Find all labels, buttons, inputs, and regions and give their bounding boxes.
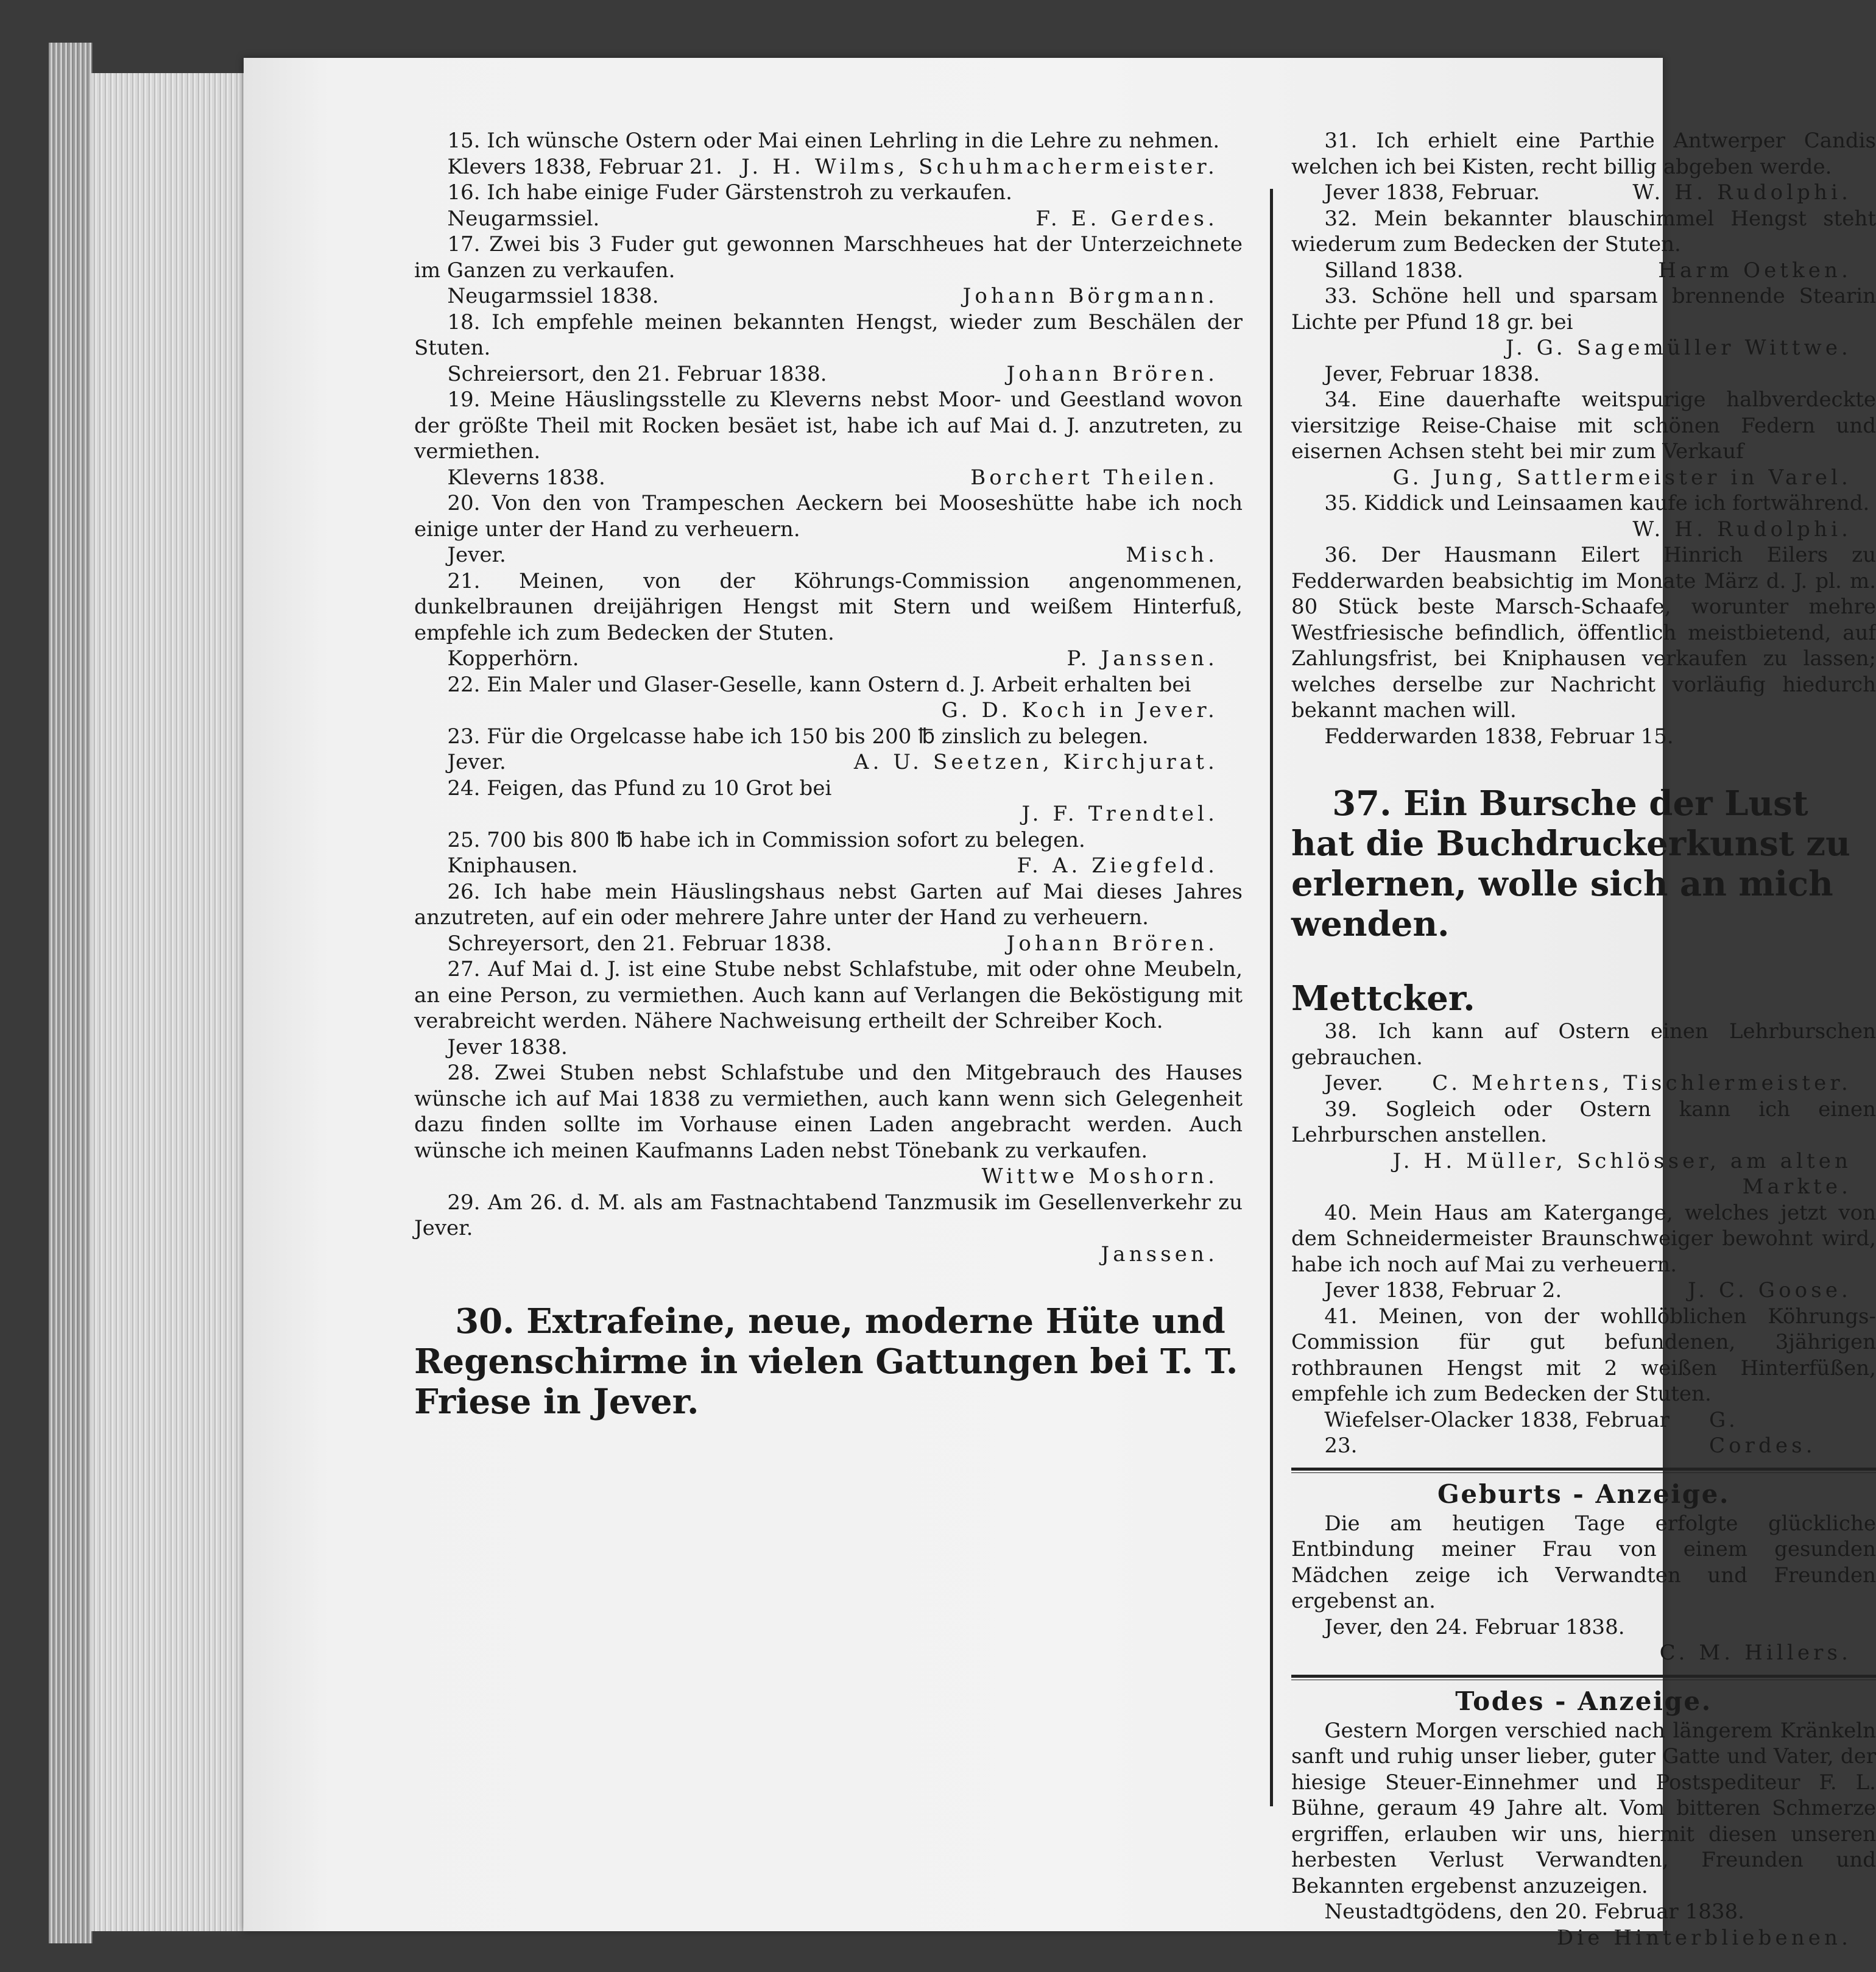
notice-rule [1291, 1468, 1876, 1473]
entry-place-signature [1291, 1407, 1876, 1459]
entry-place-signature [1291, 1070, 1876, 1097]
column-divider [1270, 189, 1273, 1806]
entry-place: Fedderwarden 1838, Februar 15. [1324, 724, 1674, 749]
advertisement-entry [414, 490, 1243, 568]
entry-text: 25. 700 bis 800 ℔ habe ich in Commission sofort zu belegen. [447, 827, 1085, 852]
left-column [414, 128, 1243, 1456]
entry-place: Kleverns 1838. [447, 465, 605, 490]
advertisement-entry [414, 956, 1243, 1060]
entry-place-signature [414, 465, 1243, 491]
entry-text: 17. Zwei bis 3 Fuder gut gewonnen Marschheues hat der Unterzeichnete im Ganzen zu verkaufen. [414, 232, 1243, 283]
entry-text: 33. Schöne hell und sparsam brennende Stearin Lichte per Pfund 18 gr. bei [1291, 284, 1876, 334]
entry-place-signature [414, 749, 1243, 776]
entry-signature: Harm Oetken. [1658, 258, 1852, 283]
entry-text: 40. Mein Haus am Katergange, welches jetzt von dem Schneidermeister Braunschweiger bewohnt wird, habe ich noch auf Mai zu verheuern. [1291, 1200, 1876, 1277]
advertisement-entry [414, 231, 1243, 309]
entry-place: Jever. [447, 750, 506, 774]
advertisement-entry [414, 180, 1243, 231]
entry-text: 41. Meinen, von der wohllöblichen Köhrungs-Commission für gut befundenen, 3jährigen rothbraunen Hengst mit 2 weißen Hinterfüßen, empfehle ich zum Bedecken der Stuten. [1291, 1304, 1876, 1406]
notice-heading: Geburts - Anzeige. [1437, 1479, 1730, 1509]
advertisement-entry [414, 672, 1243, 724]
entry-place: Jever 1838. [447, 1034, 568, 1059]
display-ad-signature: Mettcker. [1291, 978, 1475, 1019]
entry-text: 26. Ich habe mein Häuslingshaus nebst Garten auf Mai dieses Jahres anzutreten, auf ein oder mehrere Jahre unter der Hand zu verheuern. [414, 879, 1243, 930]
entry-place: Kopperhörn. [447, 646, 579, 671]
entry-place-signature [414, 206, 1243, 232]
entry-place: Neugarmssiel 1838. [447, 284, 659, 308]
entry-place-signature [414, 154, 1243, 180]
book-spine [49, 43, 93, 1943]
display-ad-text: 30. Extrafeine, neue, moderne Hüte und Regenschirme in vielen Gattungen bei T. T. Friese in Jever. [414, 1301, 1238, 1422]
entry-place-signature [414, 853, 1243, 879]
entry-place-signature [414, 283, 1243, 309]
entry-signature: W. H. Rudolphi. [1632, 517, 1852, 542]
notice-signature: C. M. Hillers. [1659, 1641, 1852, 1665]
entry-place: Jever, Februar 1838. [1324, 361, 1540, 386]
entry-text: 29. Am 26. d. M. als am Fastnachtabend Tanzmusik im Gesellenverkehr zu Jever. [414, 1190, 1243, 1240]
advertisement-entry [414, 128, 1243, 180]
entry-place: Kniphausen. [447, 853, 578, 878]
advertisement-entry [414, 879, 1243, 957]
advertisement-entry [414, 387, 1243, 490]
advertisement-entry [1291, 361, 1876, 387]
entry-text: 32. Mein bekannter blauschimmel Hengst steht wiederum zum Bedecken der Stuten. [1291, 206, 1876, 256]
advertisement-entry [414, 568, 1243, 672]
entry-text: 22. Ein Maler und Glaser-Geselle, kann Ostern d. J. Arbeit erhalten bei [447, 672, 1191, 697]
family-notice [1291, 1675, 1876, 1951]
advertisement-entry [414, 1190, 1243, 1268]
entry-place: Neugarmssiel. [447, 206, 600, 231]
notice-place: Neustadtgödens, den 20. Februar 1838. [1324, 1900, 1744, 1924]
entry-text: 20. Von den von Trampeschen Aeckern bei Mooseshütte habe ich noch einige unter der Hand zu verheuern. [414, 491, 1243, 542]
entry-signature: Wittwe Moshorn. [981, 1164, 1218, 1189]
display-ad [1291, 783, 1876, 1019]
advertisement-entry [414, 724, 1243, 776]
display-ad [414, 1301, 1243, 1422]
entry-text: 34. Eine dauerhafte weitspurige halbverdeckte viersitzige Reise-Chaise mit schönen Federn und eisernen Achsen steht bei mir zum Verkauf [1291, 387, 1876, 464]
entry-text: 24. Feigen, das Pfund zu 10 Grot bei [447, 776, 832, 800]
advertisement-entry [1291, 206, 1876, 284]
entry-place-signature [414, 361, 1243, 387]
notice-place: Jever, den 24. Februar 1838. [1324, 1614, 1625, 1639]
entry-signature: A. U. Seetzen, Kirchjurat. [853, 750, 1218, 774]
advertisement-entry [1291, 283, 1876, 361]
advertisement-entry [1291, 387, 1876, 490]
notice-signature: Die Hinterbliebenen. [1556, 1925, 1852, 1950]
newspaper-page [244, 58, 1876, 1950]
entry-signature: J. F. Trendtel. [1021, 802, 1218, 826]
entry-place: Schreiersort, den 21. Februar 1838. [447, 361, 827, 386]
entry-text: 36. Der Hausmann Eilert Hinrich Eilers zu Fedderwarden beabsichtig im Monate März d. J. pl. m. 80 Stück beste Marsch-Schaafe, worunter mehre Westfriesische befindlich, öffentlich meistbietend, auf Zahlungsfrist, bei Kniphausen verkaufen zu lassen; welches derselbe zur Nachricht vorläufig hiedurch bekannt machen will. [1291, 543, 1876, 723]
entry-text: 21. Meinen, von der Köhrungs-Commission angenommenen, dunkelbraunen dreijährigen Hengst mit Stern und weißem Hinterfuß, empfehle ich zum Bedecken der Stuten. [414, 568, 1243, 645]
advertisement-entry [414, 309, 1243, 387]
entry-signature: Johann Brören. [1006, 361, 1218, 386]
entry-signature: C. Mehrtens, Tischlermeister. [1432, 1071, 1852, 1095]
entry-text: 27. Auf Mai d. J. ist eine Stube nebst Schlafstube, mit oder ohne Meubeln, an eine Person, zu vermiethen. Auch kann auf Verlangen die Beköstigung mit verabreicht werden. Nähere Nachweisung ertheilt der Schreiber Koch. [414, 957, 1243, 1033]
entry-signature: F. A. Ziegfeld. [1017, 853, 1218, 878]
entry-text: 23. Für die Orgelcasse habe ich 150 bis 200 ℔ zinslich zu belegen. [447, 724, 1149, 749]
entry-text: 18. Ich empfehle meinen bekannten Hengst, wieder zum Beschälen der Stuten. [414, 309, 1243, 360]
advertisement-entry [1291, 1304, 1876, 1459]
entry-signature: J. H. Wilms, Schuhmachermeister. [741, 154, 1218, 179]
advertisement-entry [1291, 542, 1876, 749]
entry-place: Silland 1838. [1324, 258, 1464, 283]
entry-place: Schreyersort, den 21. Februar 1838. [447, 931, 832, 956]
entry-signature: Misch. [1126, 543, 1218, 567]
notice-heading: Todes - Anzeige. [1455, 1686, 1712, 1716]
notice-text: Die am heutigen Tage erfolgte glückliche Entbindung meiner Frau von einem gesunden Mädchen zeige ich Verwandten und Freunden ergebenst an. [1291, 1511, 1876, 1613]
family-notice [1291, 1468, 1876, 1666]
advertisement-entry [414, 1060, 1243, 1190]
entry-place: Jever. [1324, 1071, 1383, 1095]
advertisement-entry [1291, 490, 1876, 542]
entry-signature: W. H. Rudolphi. [1632, 180, 1852, 205]
advertisement-entry [1291, 1019, 1876, 1097]
entry-text: 35. Kiddick und Leinsaamen kaufe ich fortwährend. [1324, 491, 1870, 515]
entry-signature: Johann Brören. [1006, 931, 1218, 956]
entry-signature: F. E. Gerdes. [1035, 206, 1218, 231]
entry-place: Klevers 1838, Februar 21. [447, 154, 722, 179]
entry-signature: P. Janssen. [1067, 646, 1218, 671]
advertisement-entry [414, 776, 1243, 827]
entry-text: 31. Ich erhielt eine Parthie Antwerper Candis welchen ich bei Kisten, recht billig abgeben werde. [1291, 129, 1876, 179]
entry-signature: J. G. Sagemüller Wittwe. [1505, 336, 1852, 360]
entry-place: Jever 1838, Februar. [1324, 180, 1540, 205]
entry-place-signature [414, 646, 1243, 672]
entry-text: 19. Meine Häuslingsstelle zu Kleverns nebst Moor- und Geestland wovon der größte Theil mit Rocken besäet ist, habe ich auf Mai d. J. anzutreten, zu vermiethen. [414, 387, 1243, 464]
entry-signature: Borchert Theilen. [970, 465, 1218, 490]
advertisement-entry [1291, 1200, 1876, 1304]
entry-place: Jever. [447, 543, 506, 567]
entry-signature: Johann Börgmann. [962, 284, 1218, 308]
page-edges [91, 73, 250, 1931]
entry-place-signature [1291, 258, 1876, 284]
advertisement-entry [1291, 1097, 1876, 1200]
entry-text: 38. Ich kann auf Ostern einen Lehrburschen gebrauchen. [1291, 1019, 1876, 1070]
entry-text: 28. Zwei Stuben nebst Schlafstube und den Mitgebrauch des Hauses wünsche ich auf Mai 1838 zu vermiethen, auch kann wenn sich Gelegenheit dazu finden sollte im Vorhause einen Laden angebracht werden. Auch wünsche ich meinen Kaufmanns Laden nebst Tönebank zu verkaufen. [414, 1061, 1243, 1163]
entry-text: 15. Ich wünsche Ostern oder Mai einen Lehrling in die Lehre zu nehmen. [447, 129, 1220, 153]
entry-text: 16. Ich habe einige Fuder Gärstenstroh zu verkaufen. [447, 180, 1012, 205]
display-ad-text: 37. Ein Bursche der Lust hat die Buchdruckerkunst zu erlernen, wolle sich an mich wenden. [1291, 783, 1850, 944]
entry-signature: G. Cordes. [1708, 1407, 1816, 1458]
entry-text: 39. Sogleich oder Ostern kann ich einen Lehrburschen anstellen. [1291, 1097, 1876, 1147]
notice-rule [1291, 1675, 1876, 1680]
entry-signature: G. Jung, Sattlermeister in Varel. [1392, 465, 1852, 490]
entry-signature: Janssen. [1101, 1242, 1218, 1267]
entry-place-signature [414, 542, 1243, 568]
entry-place-signature [1291, 180, 1876, 206]
entry-place-signature [414, 931, 1243, 957]
entry-place: Jever 1838, Februar 2. [1324, 1278, 1562, 1302]
entry-signature: J. C. Goose. [1688, 1278, 1852, 1302]
advertisement-entry [414, 827, 1243, 879]
entry-signature: G. D. Koch in Jever. [941, 698, 1218, 723]
entry-place-signature [1291, 1278, 1876, 1304]
entry-signature: J. H. Müller, Schlösser, am alten Markte. [1392, 1148, 1852, 1199]
notice-text: Gestern Morgen verschied nach längerem Kränkeln sanft und ruhig unser lieber, guter Gatte und Vater, der hiesige Steuer-Einnehmer und Postspediteur F. L. Bühne, geraum 49 Jahre alt. Vom bitteren Schmerze ergriffen, erlauben wir uns, hiermit diesen unseren herbesten Verlust Verwandten, Freunden und Bekannten ergebenst anzuzeigen. [1291, 1718, 1876, 1898]
advertisement-entry [1291, 128, 1876, 206]
right-column [1291, 128, 1876, 1951]
entry-place: Wiefelser-Olacker 1838, Februar 23. [1324, 1407, 1670, 1458]
